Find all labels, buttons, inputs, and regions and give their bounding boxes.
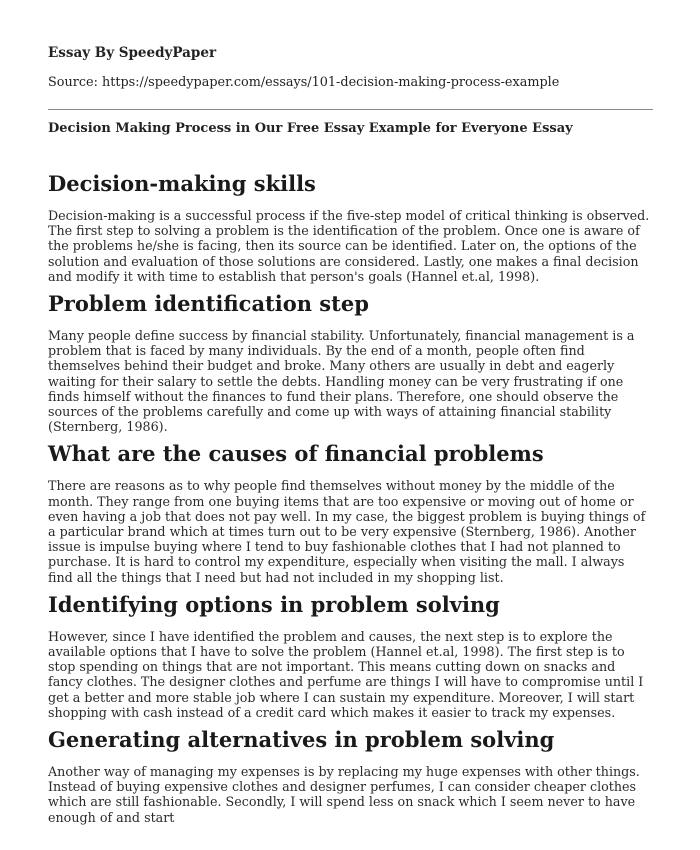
section-paragraph: Many people define success by financial stability. Unfortunately, financial management is a problem that is faced by many individuals. By the end of a month, people often find themselves behind their budget and broke. Many others are usually in debt and eagerly waiting for their salary to settle the debts. Handling money can be very frustrating if one finds himself without the finances to fund their plans. Therefore, one should observe the sources of the problems carefully and come up with ways of attaining financial stability (Sternberg, 1986). — [48, 328, 635, 435]
section-paragraph: There are reasons as to why people find themselves without money by the middle of the month. They range from one buying items that are too expensive or moving out of home or even having a job that does not pay well. In my case, the biggest problem is buying things of a particular brand which at times turn out to be very expensive (Sternberg, 1986). Another issue is impulse buying where I tend to buy fashionable clothes that I had not planned to purchase. It is hard to control my expenditure, especially when visiting the mall. I always find all the things that I need but had not included in my shopping list. — [48, 478, 646, 585]
header-divider — [48, 109, 653, 110]
section-heading-identifying-options: Identifying options in problem solving — [48, 591, 500, 617]
essay-body — [48, 170, 653, 831]
document-title: Decision Making Process in Our Free Essay Example for Everyone Essay — [48, 121, 573, 136]
section-heading-causes-financial-problems: What are the causes of financial problems — [48, 441, 544, 467]
section-heading-generating-alternatives: Generating alternatives in problem solving — [48, 727, 555, 753]
brand-label: Essay By SpeedyPaper — [48, 45, 217, 61]
section-paragraph: However, since I have identified the problem and causes, the next step is to explore the available options that I have to solve the problem (Hannel et.al, 1998). The first step is to stop spending on things that are not important. This means cutting down on snacks and fancy clothes. The designer clothes and perfume are things I will have to compromise until I get a better and more stable job where I can sustain my expenditure. Moreover, I will start shopping with cash instead of a credit card which makes it easier to track my expenses. — [48, 628, 644, 720]
section-paragraph: Another way of managing my expenses is by replacing my huge expenses with other things. Instead of buying expensive clothes and designer perfumes, I can consider cheaper clothes which are still fashionable. Secondly, I will spend less on snack which I seem never to have enough of and start — [48, 764, 640, 825]
section-heading-problem-identification: Problem identification step — [48, 291, 369, 317]
section-heading-decision-making-skills: Decision-making skills — [48, 171, 316, 196]
section-paragraph: Decision-making is a successful process if the five-step model of critical thinking is observed. The first step to solving a problem is the identification of the problem. Once one is aware of the problems he/she is facing, then its source can be identified. Later on, the options of the solution and evaluation of those solutions are considered. Lastly, one makes a final decision and modify it with time to establish that person's goals (Hannel et.al, 1998). — [48, 208, 650, 284]
source-line: Source: https://speedypaper.com/essays/101-decision-making-process-example — [48, 75, 560, 90]
